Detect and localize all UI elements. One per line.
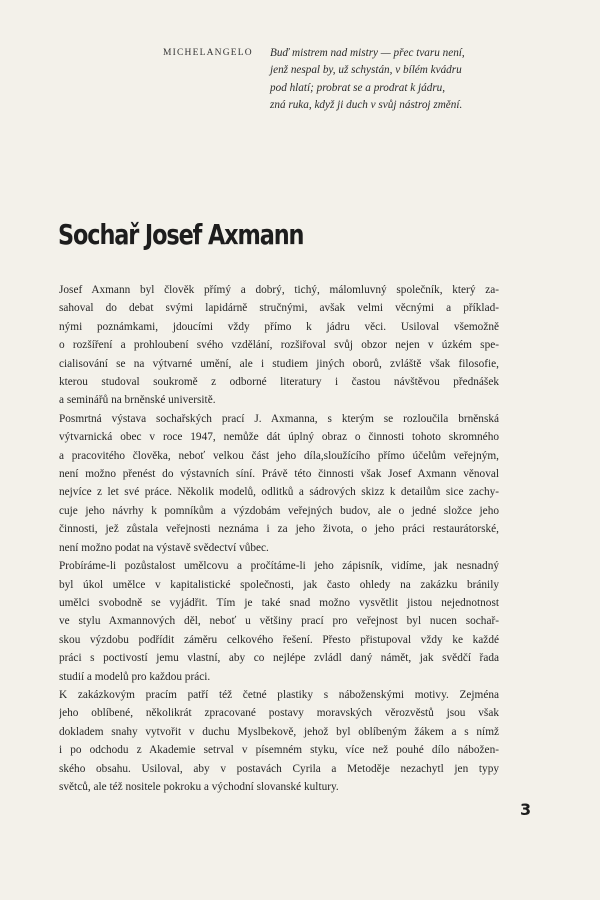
motto-line: jenž nespal by, už schystán, v bílém kvádru [270, 64, 462, 77]
text-line: Probíráme-li pozůstalost umělcovu a pročítáme-li jeho zápisník, vidíme, jak nesnadný [59, 560, 499, 573]
motto-line: zná ruka, když ji duch v svůj nástroj změní. [270, 99, 463, 112]
paragraph [59, 557, 499, 686]
text-line: Posmrtná výstava sochařských prací J. Axmanna, s kterým se rozloučila brněnská [59, 412, 499, 425]
text-line: nými poznámkami, jdoucími vždy přímo k jádru věci. Usiloval všemožně [59, 320, 499, 333]
text-line: ského obsahu. Usiloval, aby v postavách Cyrila a Metoděje nezachytl jen typy [59, 762, 499, 775]
paragraph [59, 686, 499, 796]
text-line: skou výzdobu podřídit záměru celkového řešení. Přesto přistupoval vždy ke každé [59, 633, 499, 646]
text-line: není možno podat na výstavě svědectví vůbec. [59, 541, 269, 554]
text-line: činnosti, jež zůstala veřejnosti neznáma i za jeho života, o jeho práci restaurátorské, [59, 523, 499, 536]
text-line: studií a modelů pro každou práci. [59, 670, 211, 683]
text-line: sahoval do debat svými lapidárně stručnými, avšak velmi věcnými a příklad- [59, 302, 499, 315]
motto-line: Buď mistrem nad mistry — přec tvaru není, [270, 47, 465, 59]
motto-author: MICHELANGELO [163, 48, 253, 58]
text-line: jeho oblíbené, několikrát zpracované postavy moravských věrozvěstů jsou však [59, 707, 499, 720]
page-number: 3 [520, 800, 532, 819]
paragraph [59, 281, 499, 410]
text-line: cuje jeho návrhy k pomníkům a výzdobám veřejných budov, ale o jedné složce jeho [59, 504, 499, 517]
text-line: ve stylu Axmannových děl, neboť u většiny prací pro veřejnost byl nucen sochař- [59, 615, 499, 628]
text-line: světců, ale též nositele pokroku a východní slovanské kultury. [59, 780, 339, 793]
text-line: Josef Axmann byl člověk přímý a dobrý, tichý, málomluvný společník, který za- [59, 284, 499, 296]
text-line: není možno přenést do výstavních síní. Právě této činnosti však Josef Axmann věnoval [59, 468, 499, 481]
motto-line: pod hlatí; probrat se a prodrat k jádru, [270, 81, 446, 94]
motto-verse [270, 45, 570, 115]
text-line: nejvíce z let své práce. Několik modelů, odlitků a sádrových skizz k detailům sice zachy- [59, 486, 499, 499]
text-line: i po odchodu z Akademie setrval v písemném styku, více než pouhé dílo nábožen- [59, 744, 499, 757]
article-title: Sochař Josef Axmann [58, 218, 304, 251]
text-line: dokladem snahy vytvořit v duchu Myslbekově, jehož byl oblíbeným žákem a s nímž [59, 725, 499, 738]
text-line: K zakázkovým pracím patří též četné plastiky s náboženskými motivy. Zejména [59, 688, 499, 701]
article-body [59, 281, 499, 796]
text-line: cialisování se na výtvarné umění, ale i studiem jiných oborů, zvláště však filosofie, [59, 357, 499, 370]
text-line: a seminářů na brněnské universitě. [59, 394, 216, 407]
text-line: o rozšíření a prohloubení svého vzdělání, rozšiřoval svůj obzor nejen v úzkém spe- [59, 339, 499, 352]
paragraph [59, 410, 499, 557]
text-line: výtvarnická obec v roce 1947, nemůže dát úplný obraz o činnosti tohoto skromného [59, 431, 499, 444]
text-line: umělci svobodně se vyjádřit. Tím je také snad možno vysvětlit jistou nejednotnost [59, 596, 499, 609]
text-line: byl úkol umělce v kapitalistické společnosti, jak často ohledy na zakázku bránily [59, 578, 499, 591]
text-line: kterou studoval soukromě z odborné literatury i častou návštěvou přednášek [59, 376, 499, 389]
text-line: práci s poctivostí jemu vlastní, aby co nejlépe zvládl daný námět, jak svědčí řada [59, 652, 499, 665]
text-line: a pracovitého člověka, neboť velkou část jeho díla,sloužícího přímo účelům veřejným, [59, 449, 499, 462]
